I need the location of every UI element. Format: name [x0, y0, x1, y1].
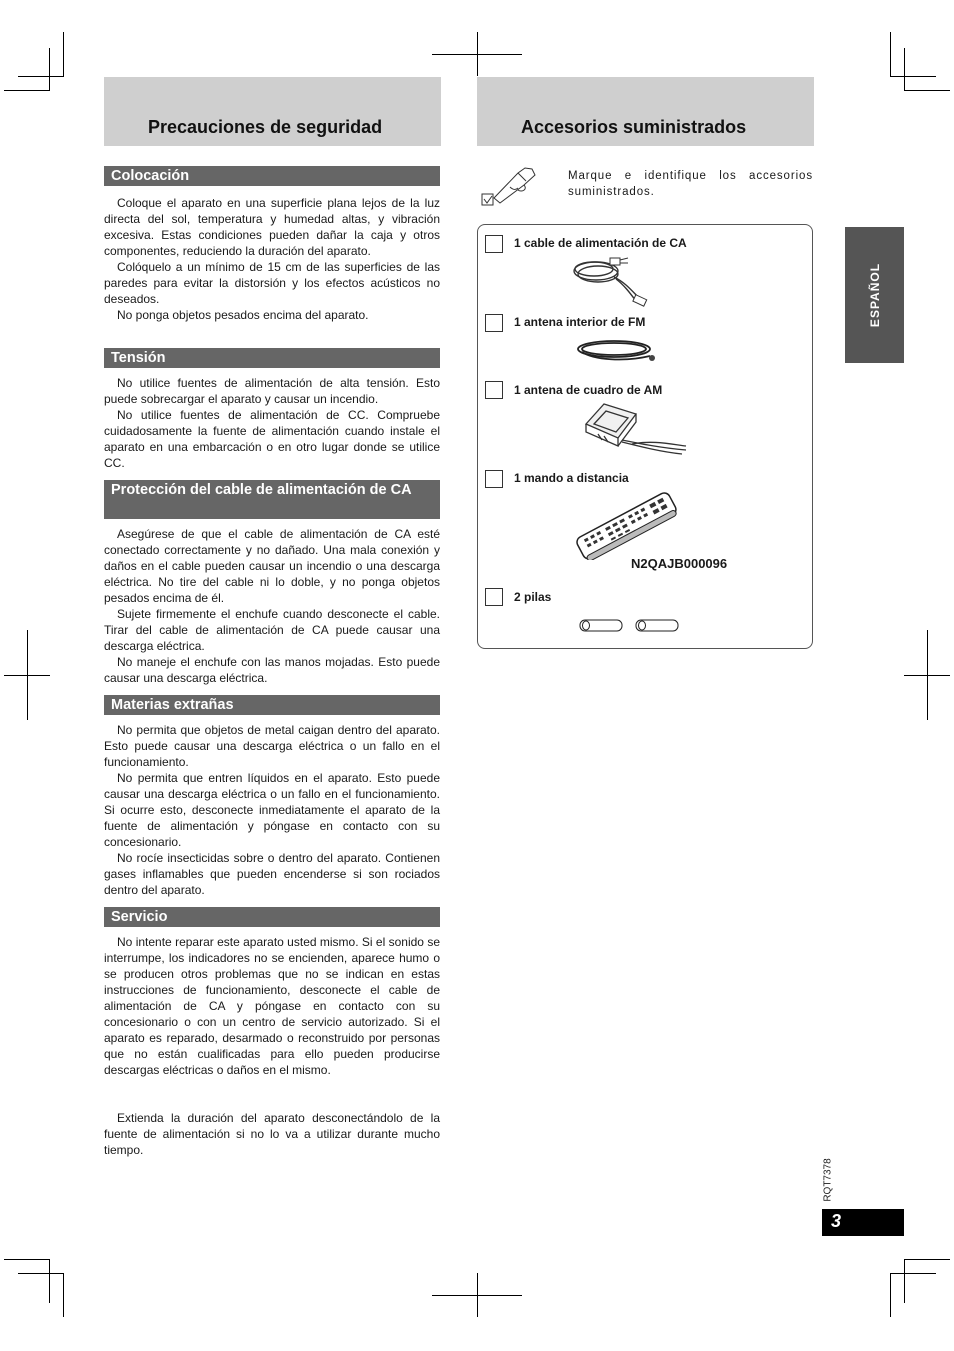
crop-mark — [4, 90, 50, 91]
left-title-box — [104, 77, 441, 146]
paragraph: No intente reparar este aparato usted mismo. Si el sonido se interrumpe, los indicadores no se encienden, aparece humo o se producen otros problemas que no se indican en estas instrucciones de funcionamiento, desconecte el cable de alimentación de CA y póngase en contacto con su concesionario o con un centro de servicio autorizado. Si el aparato es reparado, desarmado o reconstruido por personas que no están cualificadas para ello pueden producirse descargas eléctricas o daños en el mismo. — [104, 935, 440, 1077]
crop-mark — [477, 1273, 478, 1317]
crop-mark — [890, 1273, 936, 1274]
crop-mark — [18, 76, 64, 77]
paragraph: Colóquelo a un mínimo de 15 cm de las superficies de las paredes para evitar la distorsión y los efectos acústicos no deseados. — [104, 260, 440, 306]
crop-mark — [904, 90, 950, 91]
batteries-icon — [578, 618, 682, 634]
paragraph: Extienda la duración del aparato desconectándolo de la fuente de alimentación si no lo va a utilizar durante mucho tiempo. — [104, 1111, 440, 1157]
crop-mark — [927, 630, 928, 720]
section-body-tension — [104, 375, 440, 471]
crop-mark — [890, 32, 891, 76]
accessories-intro: Marque e identifique los accesorios suministrados. — [568, 170, 813, 198]
ac-cord-icon — [570, 255, 652, 307]
section-heading-proteccion: Protección del cable de alimentación de CA — [104, 480, 440, 519]
crop-mark — [49, 48, 50, 90]
document-code: RQT7378 — [822, 1158, 834, 1202]
section-heading-materias: Materias extrañas — [104, 695, 440, 715]
paragraph: Asegúrese de que el cable de alimentación de CA esté conectado correctamente y no dañado. Una mala conexión y daños en el cable pueden causar un incendio o una descarga eléctrica. No tire del cable ni lo doble, y no ponga objetos pesados encima de él. — [104, 527, 440, 605]
paragraph: No permita que entren líquidos en el aparato. Esto puede causar una descarga eléctrica o un fallo en el funcionamiento. Si ocurre esto, desconecte inmediatamente el aparato de la fuente de alimentación y póngase en contacto con su concesionario. — [104, 771, 440, 849]
paragraph: Coloque el aparato en una superficie plana lejos de la luz directa del sol, temperatura y humedad altas, y vibración excesiva. Estas condiciones pueden dañar la caja y otros componentes, reduciendo la duración del aparato. — [104, 196, 440, 258]
page-number: 3 — [831, 1211, 842, 1231]
section-body-materias — [104, 722, 440, 898]
crop-mark — [477, 32, 478, 76]
crop-mark — [904, 1259, 950, 1260]
section-body-proteccion — [104, 526, 440, 686]
accessory-label-batteries: 2 pilas — [514, 590, 552, 604]
crop-mark — [49, 1259, 50, 1303]
language-tab — [845, 227, 904, 363]
accessory-label-cable: 1 cable de alimentación de CA — [514, 236, 687, 250]
paragraph: No rocíe insecticidas sobre o dentro del aparato. Contienen gases inflamables que pueden encenderse si son rociados dentro del aparato. — [104, 851, 440, 897]
crop-mark — [904, 1259, 905, 1303]
page-title-precauciones: Precauciones de seguridad — [148, 117, 383, 137]
pen-checkbox-icon — [480, 163, 540, 209]
section-body-colocacion — [104, 195, 440, 323]
section-body-servicio — [104, 934, 440, 1078]
paragraph: No utilice fuentes de alimentación de CC. Compruebe cuidadosamente la fuente de alimentación cuando instale el aparato en una embarcación o en otro lugar donde se utilice CC. — [104, 408, 440, 470]
crop-mark — [18, 1273, 64, 1274]
am-loop-antenna-icon — [582, 400, 690, 458]
fm-antenna-icon — [574, 336, 660, 368]
section-heading-colocacion: Colocación — [104, 166, 440, 186]
crop-mark — [63, 1273, 64, 1317]
crop-mark — [4, 1259, 50, 1260]
paragraph: No maneje el enchufe con las manos mojadas. Esto puede causar una descarga eléctrica. — [104, 655, 440, 685]
section-heading-tension: Tensión — [104, 348, 440, 368]
checkbox-remote[interactable] — [485, 470, 503, 488]
checkbox-batteries[interactable] — [485, 588, 503, 606]
crop-mark — [890, 76, 936, 77]
crop-mark — [63, 32, 64, 76]
page-number-box — [822, 1209, 904, 1236]
crop-mark — [890, 1273, 891, 1317]
crop-mark — [904, 48, 905, 90]
paragraph: Sujete firmemente el enchufe cuando desconecte el cable. Tirar del cable de alimentación de CA puede causar una descarga eléctrica. — [104, 607, 440, 653]
paragraph: No ponga objetos pesados encima del aparato. — [117, 308, 369, 322]
accessory-label-fm-antenna: 1 antena interior de FM — [514, 315, 646, 329]
checkbox-am-antenna[interactable] — [485, 381, 503, 399]
checkbox-cable[interactable] — [485, 235, 503, 253]
checkbox-fm-antenna[interactable] — [485, 314, 503, 332]
closing-paragraph — [104, 1110, 440, 1158]
accessory-label-remote: 1 mando a distancia — [514, 471, 629, 485]
remote-model-number: N2QAJB000096 — [631, 556, 728, 571]
page-title-accesorios: Accesorios suministrados — [521, 117, 747, 137]
remote-control-icon — [572, 490, 680, 560]
section-heading-servicio: Servicio — [104, 907, 440, 927]
accessory-label-am-antenna: 1 antena de cuadro de AM — [514, 383, 663, 397]
language-tab-label: ESPAÑOL — [867, 262, 882, 328]
right-title-box — [477, 77, 814, 146]
paragraph: No utilice fuentes de alimentación de alta tensión. Esto puede sobrecargar el aparato y causar un incendio. — [104, 376, 440, 406]
paragraph: No permita que objetos de metal caigan dentro del aparato. Esto puede causar una descarga eléctrica o un fallo en el funcionamiento. — [104, 723, 440, 769]
crop-mark — [27, 630, 28, 720]
